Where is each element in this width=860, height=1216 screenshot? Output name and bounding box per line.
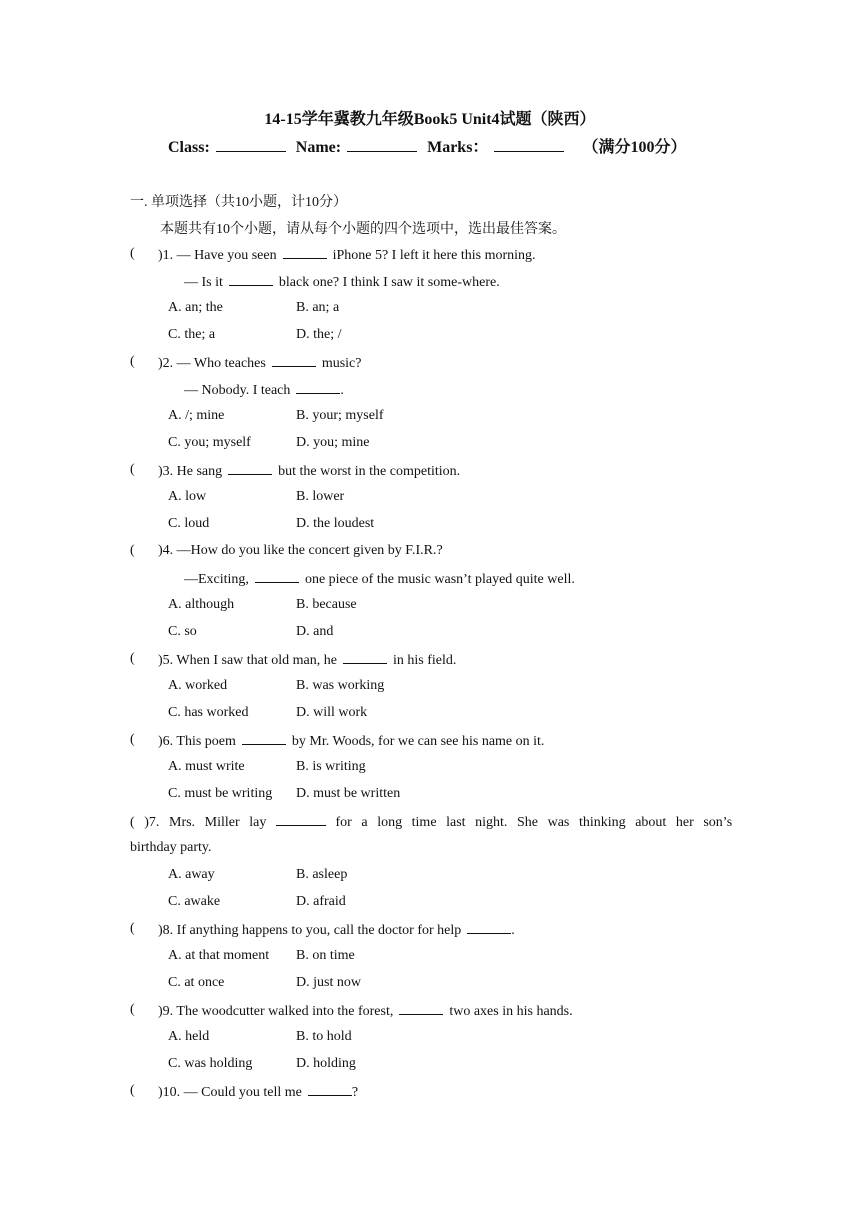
question-7-word: a (361, 815, 368, 830)
option-d: D. you; mine (296, 435, 370, 450)
question-7-word: lay (249, 815, 267, 830)
option-a: A. must write (168, 759, 245, 774)
question-4-sub-post: one piece of the music wasn’t played quite well. (304, 572, 575, 587)
answer-blank (399, 1002, 443, 1015)
question-1-dialogue (184, 273, 500, 291)
question-1-rest: iPhone 5? I left it here this morning. (332, 248, 536, 263)
question-4-dialogue (184, 570, 575, 588)
question-3 (158, 462, 460, 480)
question-5-rest: in his field. (392, 653, 457, 668)
question-9-stem: )9. The woodcutter walked into the forest, (158, 1004, 394, 1019)
question-6-rest: by Mr. Woods, for we can see his name on it. (291, 734, 545, 749)
answer-blank (308, 1083, 352, 1096)
page-title: 14-15学年冀教九年级Book5 Unit4试题（陕西） (264, 111, 596, 128)
answer-paren: ( (130, 354, 135, 369)
question-10 (158, 1083, 358, 1101)
student-info-line (168, 134, 686, 157)
question-7-word: Miller (204, 815, 240, 830)
option-b: B. to hold (296, 1029, 352, 1044)
question-7-number: )7. (144, 815, 160, 830)
option-c: C. must be writing (168, 786, 273, 801)
option-d: D. afraid (296, 894, 346, 909)
option-b: B. an; a (296, 300, 340, 315)
question-10-stem: )10. — Could you tell me (158, 1085, 302, 1100)
answer-paren: ( (130, 543, 135, 558)
option-c: C. you; myself (168, 435, 251, 450)
option-d: D. must be written (296, 786, 401, 801)
question-7-word: long (377, 815, 403, 830)
option-b: B. was working (296, 678, 385, 693)
question-3-rest: but the worst in the competition. (278, 464, 461, 479)
answer-paren: ( (130, 815, 135, 830)
section-instruction: 本题共有10个小题，请从每个小题的四个选项中，选出最佳答案。 (160, 222, 566, 237)
question-1 (158, 246, 536, 264)
answer-blank (255, 570, 299, 583)
answer-blank (272, 354, 316, 367)
question-1-sub-post: black one? I think I saw it some-where. (278, 275, 500, 290)
question-7-word: thinking (578, 815, 626, 830)
question-2-rest: music? (321, 356, 362, 371)
question-7-word: last (446, 815, 466, 830)
answer-paren: ( (130, 921, 135, 936)
option-d: D. and (296, 624, 334, 639)
question-1-sub-pre: — Is it (184, 275, 223, 290)
answer-blank (343, 651, 387, 664)
option-c: C. the; a (168, 327, 216, 342)
answer-paren: ( (130, 651, 135, 666)
option-a: A. worked (168, 678, 228, 693)
option-d: D. the; / (296, 327, 342, 342)
question-7-word: She (517, 815, 539, 830)
question-7-word: time (411, 815, 437, 830)
option-a: A. at that moment (168, 948, 270, 963)
answer-blank (242, 732, 286, 745)
option-b: B. your; myself (296, 408, 384, 423)
answer-blank (296, 381, 340, 394)
option-b: B. lower (296, 489, 345, 504)
question-7-word: son’s (703, 815, 733, 830)
question-1-stem: )1. — Have you seen (158, 248, 277, 263)
question-2-sub-pre: — Nobody. I teach (184, 383, 291, 398)
marks-label: Marks： (427, 139, 489, 156)
option-a: A. low (168, 489, 207, 504)
question-8 (158, 921, 515, 939)
option-b: B. on time (296, 948, 355, 963)
option-b: B. because (296, 597, 357, 612)
marks-blank (494, 137, 564, 152)
answer-paren: ( (130, 1002, 135, 1017)
option-d: D. the loudest (296, 516, 375, 531)
question-8-stem: )8. If anything happens to you, call the doctor for help (158, 923, 462, 938)
question-7-word: Mrs. (169, 815, 196, 830)
answer-blank (467, 921, 511, 934)
section-heading: 一. 单项选择（共10小题，计10分） (130, 195, 347, 210)
option-d: D. just now (296, 975, 361, 990)
question-7-word: was (547, 815, 570, 830)
question-9-rest: two axes in his hands. (449, 1004, 573, 1019)
question-7-word: night. (475, 815, 508, 830)
option-a: A. held (168, 1029, 210, 1044)
class-label: Class: (168, 139, 210, 156)
option-a: A. away (168, 867, 215, 882)
question-7-word: about (635, 815, 667, 830)
question-3-stem: )3. He sang (158, 464, 223, 479)
question-7-word: for (335, 815, 352, 830)
question-7-word: her (675, 815, 694, 830)
question-9 (158, 1002, 573, 1020)
question-4-sub-pre: —Exciting, (184, 572, 249, 587)
option-d: D. will work (296, 705, 368, 720)
option-a: A. although (168, 597, 235, 612)
class-blank (216, 137, 286, 152)
option-a: A. /; mine (168, 408, 225, 423)
answer-blank (283, 246, 327, 259)
option-c: C. loud (168, 516, 210, 531)
answer-blank (276, 813, 326, 826)
option-c: C. so (168, 624, 197, 639)
option-c: C. has worked (168, 705, 249, 720)
option-c: C. was holding (168, 1056, 253, 1071)
answer-paren: ( (130, 1083, 135, 1098)
question-8-rest: . (511, 923, 515, 938)
option-d: D. holding (296, 1056, 356, 1071)
question-6-stem: )6. This poem (158, 734, 236, 749)
question-2-stem: )2. — Who teaches (158, 356, 266, 371)
question-2 (158, 354, 361, 372)
question-7 (130, 813, 732, 831)
question-2-dialogue (184, 381, 344, 399)
question-5-stem: )5. When I saw that old man, he (158, 653, 337, 668)
question-2-sub-post: . (340, 383, 344, 398)
answer-paren: ( (130, 462, 135, 477)
answer-paren: ( (130, 732, 135, 747)
question-10-rest: ? (351, 1085, 359, 1100)
question-7-continued: birthday party. (130, 840, 212, 855)
answer-paren: ( (130, 246, 135, 261)
option-a: A. an; the (168, 300, 223, 315)
full-marks-label: （满分100分） (582, 139, 687, 156)
name-label: Name: (295, 139, 342, 156)
name-blank (347, 137, 417, 152)
question-6 (158, 732, 544, 750)
option-b: B. is writing (296, 759, 366, 774)
question-4-stem: )4. —How do you like the concert given by F.I.R.? (158, 543, 443, 558)
answer-blank (228, 462, 272, 475)
answer-blank (229, 273, 273, 286)
option-c: C. at once (168, 975, 225, 990)
question-5 (158, 651, 456, 669)
option-c: C. awake (168, 894, 221, 909)
option-b: B. asleep (296, 867, 348, 882)
